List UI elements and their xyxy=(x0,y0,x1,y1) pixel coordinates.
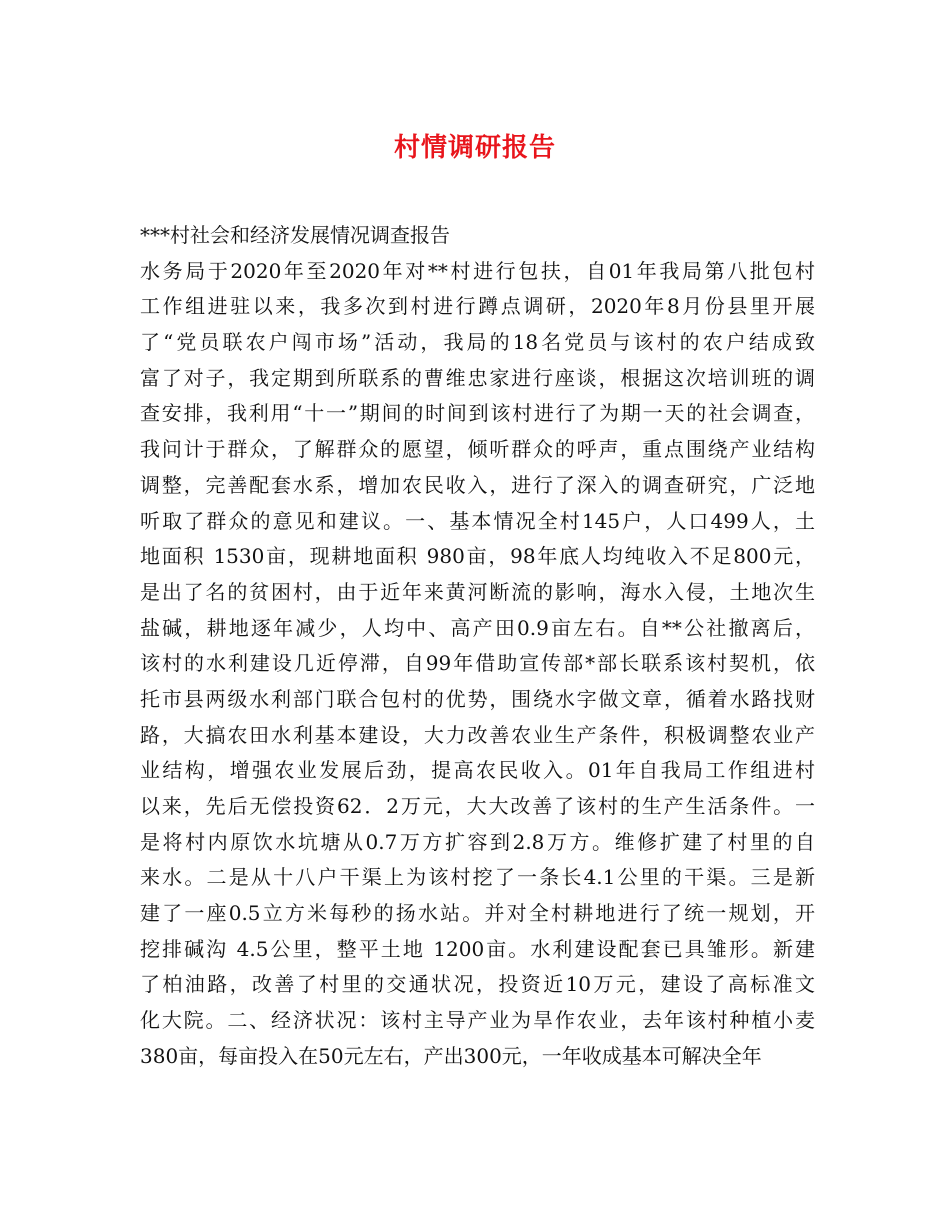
paragraph-line: 以来，先后无偿投资62．2万元，大大改善了该村的生产生活条件。一 xyxy=(140,794,815,818)
paragraph-line: 来水。二是从十八户干渠上为该村挖了一条长4.1公里的干渠。三是新 xyxy=(140,865,815,890)
paragraph-line: 了柏油路，改善了村里的交通状况，投资近10万元，建设了高标准文 xyxy=(140,972,815,997)
paragraph-line: 挖排碱沟 4.5公里，整平土地 1200亩。水利建设配套已具雏形。新建 xyxy=(140,936,815,961)
paragraph-line: 该村的水利建设几近停滞，自99年借助宣传部*部长联系该村契机，依 xyxy=(140,651,815,676)
paragraph-line: 380亩，每亩投入在50元左右，产出300元，一年收成基本可解决全年 xyxy=(140,1043,762,1068)
paragraph-line: 了“党员联农户闯市场”活动，我局的18名党员与该村的农户结成致 xyxy=(140,330,815,355)
paragraph-line: 建了一座0.5立方米每秒的扬水站。并对全村耕地进行了统一规划，开 xyxy=(140,901,815,926)
report-body xyxy=(140,218,815,1075)
paragraph-line: 水务局于2020年至2020年对**村进行包扶，自01年我局第八批包村 xyxy=(140,258,815,283)
paragraph-line: 是将村内原饮水坑塘从0.7万方扩容到2.8万方。维修扩建了村里的自 xyxy=(140,829,815,854)
paragraph-line: 工作组进驻以来，我多次到村进行蹲点调研，2020年8月份县里开展 xyxy=(140,294,815,319)
paragraph-line: 富了对子，我定期到所联系的曹维忠家进行座谈，根据这次培训班的调 xyxy=(140,365,815,390)
paragraph-line: 地面积 1530亩，现耕地面积 980亩，98年底人均纯收入不足800元， xyxy=(140,544,815,569)
paragraph-line: 调整，完善配套水系，增加农民收入，进行了深入的调查研究，广泛地 xyxy=(140,472,815,497)
paragraph-line: 听取了群众的意见和建议。一、基本情况全村145户，人口499人，土 xyxy=(140,508,815,533)
paragraph-line: 盐碱，耕地逐年减少，人均中、高产田0.9亩左右。自**公社撤离后， xyxy=(140,615,815,640)
paragraph-line: 我问计于群众，了解群众的愿望，倾听群众的呼声，重点围绕产业结构 xyxy=(140,437,815,462)
paragraph-line: 业结构，增强农业发展后劲，提高农民收入。01年自我局工作组进村 xyxy=(140,758,815,783)
page-title: 村情调研报告 xyxy=(393,133,556,163)
paragraph-line: 托市县两级水利部门联合包村的优势，围绕水字做文章，循着水路找财 xyxy=(140,686,815,711)
paragraph-line: 化大院。二、经济状况：该村主导产业为旱作农业，去年该村种植小麦 xyxy=(140,1008,815,1033)
paragraph-line: 是出了名的贫困村，由于近年来黄河断流的影响，海水入侵，土地次生 xyxy=(140,579,815,604)
report-subtitle: ***村社会和经济发展情况调查报告 xyxy=(140,223,450,247)
paragraph-line: 路，大搞农田水利基本建设，大力改善农业生产条件，积极调整农业产 xyxy=(140,722,815,747)
paragraph-line: 查安排，我利用“十一”期间的时间到该村进行了为期一天的社会调查， xyxy=(140,401,815,426)
